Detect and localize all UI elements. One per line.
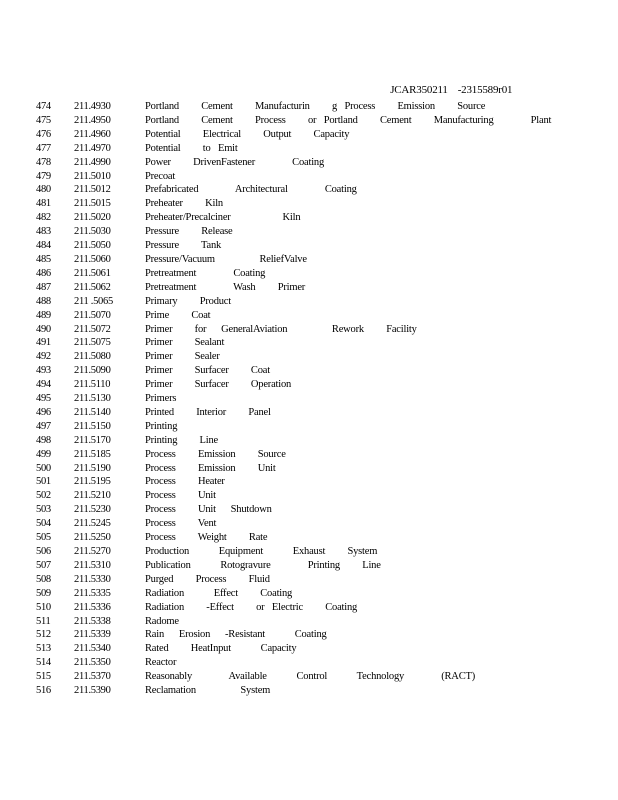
section-code: 211.5010 bbox=[74, 170, 111, 182]
row-number: 498 bbox=[36, 434, 51, 446]
defined-term: Process Unit Shutdown bbox=[145, 504, 272, 516]
list-item bbox=[0, 670, 618, 684]
section-code: 211.5338 bbox=[74, 615, 111, 627]
list-item bbox=[0, 503, 618, 517]
row-number: 484 bbox=[36, 240, 51, 252]
defined-term: Production Equipment Exhaust System bbox=[145, 546, 378, 557]
list-item bbox=[0, 225, 618, 239]
section-code: 211.5062 bbox=[74, 281, 111, 293]
list-item bbox=[0, 392, 618, 406]
defined-term: Publication Rotogravure Printing Line bbox=[145, 559, 381, 571]
section-code: 211.5195 bbox=[74, 476, 111, 488]
list-item bbox=[0, 323, 618, 337]
row-number: 511 bbox=[36, 615, 51, 627]
defined-term: Preheater Kiln bbox=[145, 198, 223, 210]
defined-term: Primers bbox=[145, 393, 177, 405]
row-number: 492 bbox=[36, 351, 51, 363]
section-code: 211.5030 bbox=[74, 226, 111, 238]
row-number: 508 bbox=[36, 573, 51, 585]
section-code: 211.5390 bbox=[74, 685, 111, 697]
section-code: 211.5310 bbox=[74, 559, 111, 571]
defined-term: Pretreatment Wash Primer bbox=[145, 281, 306, 293]
section-code: 211.5072 bbox=[74, 323, 111, 335]
defined-term: Process Unit bbox=[145, 490, 216, 502]
section-code: 211.5330 bbox=[74, 573, 111, 585]
defined-term: Primer Surfacer Coat bbox=[145, 365, 270, 377]
list-item bbox=[0, 420, 618, 434]
row-number: 481 bbox=[36, 198, 51, 210]
defined-term: Process Emission Unit bbox=[145, 462, 276, 474]
defined-term: Rain Erosion -Resistant Coating bbox=[145, 629, 327, 641]
section-code: 211.5245 bbox=[74, 518, 111, 530]
defined-term: Printing Line bbox=[145, 434, 218, 446]
list-item bbox=[0, 615, 618, 629]
row-number: 504 bbox=[36, 518, 51, 530]
list-item bbox=[0, 587, 618, 601]
row-number: 502 bbox=[36, 490, 51, 502]
section-code: 211.5336 bbox=[74, 601, 111, 613]
list-item bbox=[0, 448, 618, 462]
section-code: 211.5130 bbox=[74, 393, 111, 405]
list-item bbox=[0, 628, 618, 642]
row-number: 499 bbox=[36, 448, 51, 460]
header-document-id: JCAR350211 bbox=[390, 84, 448, 96]
list-item bbox=[0, 684, 618, 698]
row-number: 497 bbox=[36, 420, 51, 432]
section-code: 211.5340 bbox=[74, 643, 111, 655]
section-code: 211.5230 bbox=[74, 504, 111, 516]
section-code: 211.5140 bbox=[74, 406, 111, 418]
defined-term: Radiation -Effect or Electric Coating bbox=[145, 601, 358, 613]
section-code: 211.5170 bbox=[74, 434, 111, 446]
section-code: 211.5270 bbox=[74, 546, 111, 557]
row-number: 514 bbox=[36, 657, 51, 669]
defined-term: Pressure Release bbox=[145, 226, 233, 238]
section-code: 211.5012 bbox=[74, 184, 111, 196]
list-item bbox=[0, 642, 618, 656]
section-code: 211.5080 bbox=[74, 351, 111, 363]
defined-term: Primer for GeneralAviation Rework Facility bbox=[145, 323, 417, 335]
row-number: 515 bbox=[36, 671, 51, 683]
defined-term: Process Weight Rate bbox=[145, 532, 268, 544]
section-code: 211.4930 bbox=[74, 101, 111, 112]
section-code: 211.4950 bbox=[74, 114, 111, 126]
defined-term: Prime Coat bbox=[145, 309, 211, 321]
defined-term: Power DrivenFastener Coating bbox=[145, 156, 325, 168]
section-code: 211.5050 bbox=[74, 240, 111, 252]
defined-term: Portland Cement Manufacturin g Process Emission Source bbox=[145, 101, 486, 112]
row-number: 486 bbox=[36, 267, 51, 279]
row-number: 496 bbox=[36, 406, 51, 418]
section-code: 211.5020 bbox=[74, 212, 111, 224]
row-number: 489 bbox=[36, 309, 51, 321]
defined-term: Printing bbox=[145, 420, 178, 432]
defined-term: Process Emission Source bbox=[145, 448, 286, 460]
row-number: 480 bbox=[36, 184, 51, 196]
section-code: 211.5210 bbox=[74, 490, 111, 502]
list-item bbox=[0, 156, 618, 170]
list-item bbox=[0, 475, 618, 489]
list-item bbox=[0, 253, 618, 267]
row-number: 478 bbox=[36, 156, 51, 168]
row-number: 476 bbox=[36, 128, 51, 140]
defined-term: Radiation Effect Coating bbox=[145, 587, 293, 599]
defined-term: Primer Sealer bbox=[145, 351, 220, 363]
section-code: 211.5370 bbox=[74, 671, 111, 683]
row-number: 479 bbox=[36, 170, 51, 182]
list-item bbox=[0, 573, 618, 587]
list-item bbox=[0, 309, 618, 323]
definitions-list bbox=[0, 100, 618, 698]
list-item bbox=[0, 350, 618, 364]
defined-term: Process Vent bbox=[145, 518, 217, 530]
defined-term: Process Heater bbox=[145, 476, 225, 488]
row-number: 500 bbox=[36, 462, 51, 474]
defined-term: Precoat bbox=[145, 170, 176, 182]
section-code: 211.5350 bbox=[74, 657, 111, 669]
section-code: 211.5060 bbox=[74, 253, 111, 265]
section-code: 211.4960 bbox=[74, 128, 111, 140]
row-number: 488 bbox=[36, 295, 51, 307]
row-number: 506 bbox=[36, 546, 51, 557]
defined-term: Primary Product bbox=[145, 295, 231, 307]
row-number: 482 bbox=[36, 212, 51, 224]
row-number: 485 bbox=[36, 253, 51, 265]
defined-term: Preheater/Precalciner Kiln bbox=[145, 212, 301, 224]
list-item bbox=[0, 281, 618, 295]
list-item bbox=[0, 531, 618, 545]
list-item bbox=[0, 128, 618, 142]
list-item bbox=[0, 434, 618, 448]
list-item bbox=[0, 489, 618, 503]
list-item bbox=[0, 336, 618, 350]
section-code: 211.5075 bbox=[74, 337, 111, 349]
defined-term: Primer Surfacer Operation bbox=[145, 379, 292, 391]
list-item bbox=[0, 211, 618, 225]
section-code: 211 .5065 bbox=[74, 295, 113, 307]
list-item bbox=[0, 197, 618, 211]
header-document-code: -2315589r01 bbox=[457, 84, 513, 96]
list-item bbox=[0, 295, 618, 309]
row-number: 510 bbox=[36, 601, 51, 613]
row-number: 483 bbox=[36, 226, 51, 238]
list-item bbox=[0, 364, 618, 378]
section-code: 211.5090 bbox=[74, 365, 111, 377]
section-code: 211.5250 bbox=[74, 532, 111, 544]
defined-term: Reasonably Available Control Technology (RACT) bbox=[145, 671, 476, 683]
defined-term: Prefabricated Architectural Coating bbox=[145, 184, 357, 196]
list-item bbox=[0, 378, 618, 392]
row-number: 501 bbox=[36, 476, 51, 488]
defined-term: Pretreatment Coating bbox=[145, 267, 266, 279]
defined-term: Radome bbox=[145, 615, 179, 627]
list-item bbox=[0, 114, 618, 128]
section-code: 211.4970 bbox=[74, 142, 111, 154]
section-code: 211.5070 bbox=[74, 309, 111, 321]
list-item bbox=[0, 545, 618, 559]
row-number: 513 bbox=[36, 643, 51, 655]
list-item bbox=[0, 170, 618, 184]
row-number: 477 bbox=[36, 142, 51, 154]
defined-term: Primer Sealant bbox=[145, 337, 225, 349]
defined-term: Pressure/Vacuum ReliefValve bbox=[145, 253, 307, 265]
section-code: 211.5150 bbox=[74, 420, 111, 432]
row-number: 487 bbox=[36, 281, 51, 293]
row-number: 516 bbox=[36, 685, 51, 697]
row-number: 512 bbox=[36, 629, 51, 641]
defined-term: Reactor bbox=[145, 657, 177, 669]
section-code: 211.5190 bbox=[74, 462, 111, 474]
list-item bbox=[0, 100, 618, 114]
row-number: 505 bbox=[36, 532, 51, 544]
list-item bbox=[0, 142, 618, 156]
row-number: 509 bbox=[36, 587, 51, 599]
section-code: 211.5061 bbox=[74, 267, 111, 279]
row-number: 494 bbox=[36, 379, 51, 391]
section-code: 211.5110 bbox=[74, 379, 111, 391]
defined-term: Potential Electrical Output Capacity bbox=[145, 128, 350, 140]
list-item bbox=[0, 462, 618, 476]
row-number: 475 bbox=[36, 114, 51, 126]
row-number: 495 bbox=[36, 393, 51, 405]
list-item bbox=[0, 517, 618, 531]
defined-term: Reclamation System bbox=[145, 685, 271, 697]
row-number: 503 bbox=[36, 504, 51, 516]
defined-term: Rated HeatInput Capacity bbox=[145, 643, 297, 655]
defined-term: Potential to Emit bbox=[145, 142, 238, 154]
row-number: 493 bbox=[36, 365, 51, 377]
defined-term: Printed Interior Panel bbox=[145, 406, 271, 418]
section-code: 211.5015 bbox=[74, 198, 111, 210]
list-item bbox=[0, 601, 618, 615]
row-number: 490 bbox=[36, 323, 51, 335]
section-code: 211.5335 bbox=[74, 587, 111, 599]
row-number: 474 bbox=[36, 101, 51, 112]
defined-term: Purged Process Fluid bbox=[145, 573, 270, 585]
list-item bbox=[0, 183, 618, 197]
defined-term: Pressure Tank bbox=[145, 240, 222, 252]
list-item bbox=[0, 406, 618, 420]
defined-term: Portland Cement Process or Portland Cement Manufacturing Plant bbox=[145, 114, 552, 126]
list-item bbox=[0, 267, 618, 281]
section-code: 211.5339 bbox=[74, 629, 111, 641]
list-item bbox=[0, 239, 618, 253]
row-number: 491 bbox=[36, 337, 51, 349]
list-item bbox=[0, 656, 618, 670]
section-code: 211.4990 bbox=[74, 156, 111, 168]
section-code: 211.5185 bbox=[74, 448, 111, 460]
row-number: 507 bbox=[36, 559, 51, 571]
list-item bbox=[0, 559, 618, 573]
